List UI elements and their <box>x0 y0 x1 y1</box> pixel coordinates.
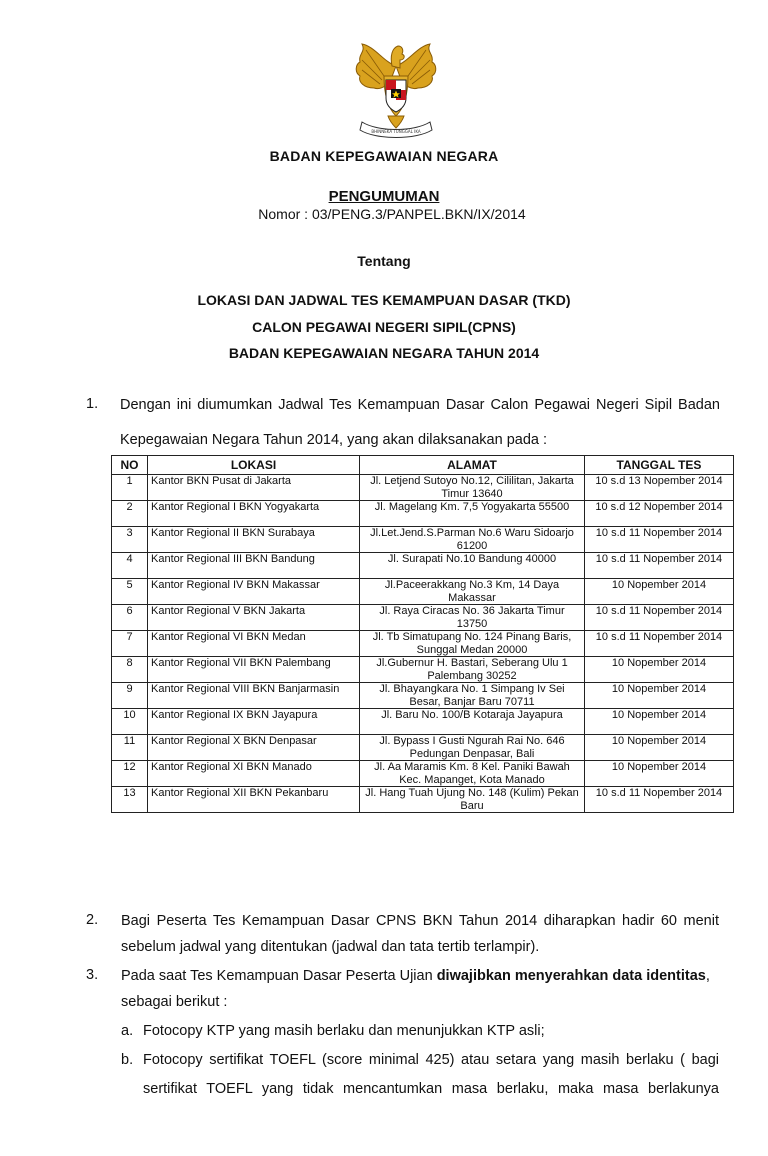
item-3-line-1-bold: diwajibkan menyerahkan data identitas <box>436 968 706 984</box>
cell-no: 6 <box>112 605 148 631</box>
cell-alamat: Jl.Gubernur H. Bastari, Seberang Ulu 1 Palembang 30252 <box>360 657 585 683</box>
item-1-line-2: Kepegawaian Negara Tahun 2014, yang akan dilaksanakan pada : <box>120 432 548 448</box>
cell-no: 5 <box>112 579 148 605</box>
cell-lokasi: Kantor Regional XII BKN Pekanbaru <box>148 787 360 813</box>
item-3-line-1-prefix: Pada saat Tes Kemampuan Dasar Peserta Ujian <box>121 968 437 984</box>
cell-lokasi: Kantor Regional VI BKN Medan <box>148 631 360 657</box>
table-header-row <box>112 456 734 475</box>
cell-alamat: Jl.Let.Jend.S.Parman No.6 Waru Sidoarjo 61200 <box>360 527 585 553</box>
cell-tanggal: 10 Nopember 2014 <box>585 735 734 761</box>
item-3-line-1-suffix: , <box>705 968 710 984</box>
cell-lokasi: Kantor Regional I BKN Yogyakarta <box>148 501 360 527</box>
cell-tanggal: 10 s.d 11 Nopember 2014 <box>585 787 734 813</box>
cell-tanggal: 10 s.d 11 Nopember 2014 <box>585 605 734 631</box>
cell-no: 4 <box>112 553 148 579</box>
agency-name: BADAN KEPEGAWAIAN NEGARA <box>269 148 499 164</box>
table-row <box>112 657 734 683</box>
subject-line-3: BADAN KEPEGAWAIAN NEGARA TAHUN 2014 <box>228 345 540 361</box>
item-2-number: 2. <box>86 912 99 928</box>
cell-alamat: Jl. Letjend Sutoyo No.12, Cililitan, Jakarta Timur 13640 <box>360 475 585 501</box>
cell-alamat: Jl. Hang Tuah Ujung No. 148 (Kulim) Pekan Baru <box>360 787 585 813</box>
table-row <box>112 735 734 761</box>
sub-b-line-2: sertifikat TOEFL yang tidak mencantumkan masa berlaku, maka masa berlakunya <box>143 1081 719 1097</box>
sub-a-text: Fotocopy KTP yang masih berlaku dan menunjukkan KTP asli; <box>143 1023 545 1039</box>
item-2-line-2: sebelum jadwal yang ditentukan (jadwal dan tata tertib terlampir). <box>121 939 540 955</box>
cell-no: 9 <box>112 683 148 709</box>
cell-tanggal: 10 s.d 13 Nopember 2014 <box>585 475 734 501</box>
header-lokasi: LOKASI <box>148 456 360 475</box>
item-3-line-1 <box>121 967 719 985</box>
cell-alamat: Jl.Paceerakkang No.3 Km, 14 Daya Makassar <box>360 579 585 605</box>
garuda-pancasila-emblem <box>344 36 448 144</box>
header-alamat: ALAMAT <box>360 456 585 475</box>
table-row <box>112 501 734 527</box>
table-row <box>112 605 734 631</box>
cell-tanggal: 10 s.d 11 Nopember 2014 <box>585 553 734 579</box>
cell-lokasi: Kantor Regional V BKN Jakarta <box>148 605 360 631</box>
cell-alamat: Jl. Tb Simatupang No. 124 Pinang Baris, Sunggal Medan 20000 <box>360 631 585 657</box>
cell-no: 1 <box>112 475 148 501</box>
cell-tanggal: 10 Nopember 2014 <box>585 683 734 709</box>
cell-lokasi: Kantor Regional X BKN Denpasar <box>148 735 360 761</box>
item-1-number: 1. <box>86 396 99 412</box>
cell-no: 8 <box>112 657 148 683</box>
cell-tanggal: 10 s.d 11 Nopember 2014 <box>585 527 734 553</box>
table-row <box>112 761 734 787</box>
cell-lokasi: Kantor BKN Pusat di Jakarta <box>148 475 360 501</box>
cell-lokasi: Kantor Regional VIII BKN Banjarmasin <box>148 683 360 709</box>
document-number: Nomor : 03/PENG.3/PANPEL.BKN/IX/2014 <box>258 206 526 222</box>
item-2-line-1: Bagi Peserta Tes Kemampuan Dasar CPNS BKN Tahun 2014 diharapkan hadir 60 menit <box>121 913 719 929</box>
item-3-number: 3. <box>86 967 99 983</box>
cell-alamat: Jl. Baru No. 100/B Kotaraja Jayapura <box>360 709 585 735</box>
cell-tanggal: 10 Nopember 2014 <box>585 657 734 683</box>
cell-tanggal: 10 Nopember 2014 <box>585 709 734 735</box>
cell-no: 10 <box>112 709 148 735</box>
cell-no: 7 <box>112 631 148 657</box>
cell-no: 2 <box>112 501 148 527</box>
cell-lokasi: Kantor Regional III BKN Bandung <box>148 553 360 579</box>
cell-lokasi: Kantor Regional VII BKN Palembang <box>148 657 360 683</box>
cell-lokasi: Kantor Regional IV BKN Makassar <box>148 579 360 605</box>
item-1-line-1: Dengan ini diumumkan Jadwal Tes Kemampuan Dasar Calon Pegawai Negeri Sipil Badan <box>120 397 720 413</box>
subject-line-2: CALON PEGAWAI NEGERI SIPIL(CPNS) <box>252 319 516 335</box>
cell-alamat: Jl. Aa Maramis Km. 8 Kel. Paniki Bawah Kec. Mapanget, Kota Manado <box>360 761 585 787</box>
document-title: PENGUMUMAN <box>328 188 440 205</box>
header-no: NO <box>112 456 148 475</box>
table-row <box>112 631 734 657</box>
table-row <box>112 527 734 553</box>
cell-no: 12 <box>112 761 148 787</box>
cell-alamat: Jl. Surapati No.10 Bandung 40000 <box>360 553 585 579</box>
table-row <box>112 553 734 579</box>
tentang-heading: Tentang <box>357 253 411 269</box>
cell-lokasi: Kantor Regional II BKN Surabaya <box>148 527 360 553</box>
table-row <box>112 709 734 735</box>
cell-lokasi: Kantor Regional XI BKN Manado <box>148 761 360 787</box>
table-row <box>112 787 734 813</box>
table-row <box>112 475 734 501</box>
table-row <box>112 683 734 709</box>
header-tanggal: TANGGAL TES <box>585 456 734 475</box>
cell-no: 3 <box>112 527 148 553</box>
cell-tanggal: 10 Nopember 2014 <box>585 761 734 787</box>
sub-b-label: b. <box>121 1052 134 1068</box>
cell-tanggal: 10 s.d 11 Nopember 2014 <box>585 631 734 657</box>
cell-lokasi: Kantor Regional IX BKN Jayapura <box>148 709 360 735</box>
cell-no: 11 <box>112 735 148 761</box>
item-3-line-2: sebagai berikut : <box>121 994 228 1010</box>
cell-no: 13 <box>112 787 148 813</box>
svg-text:BHINNEKA TUNGGAL IKA: BHINNEKA TUNGGAL IKA <box>371 129 421 134</box>
cell-tanggal: 10 s.d 12 Nopember 2014 <box>585 501 734 527</box>
subject-line-1: LOKASI DAN JADWAL TES KEMAMPUAN DASAR (TKD) <box>197 292 571 308</box>
cell-alamat: Jl. Bhayangkara No. 1 Simpang Iv Sei Besar, Banjar Baru 70711 <box>360 683 585 709</box>
sub-b-line-1: Fotocopy sertifikat TOEFL (score minimal 425) atau setara yang masih berlaku ( bagi <box>143 1052 719 1068</box>
cell-alamat: Jl. Raya Ciracas No. 36 Jakarta Timur 13750 <box>360 605 585 631</box>
schedule-table <box>111 455 734 813</box>
cell-alamat: Jl. Bypass I Gusti Ngurah Rai No. 646 Pedungan Denpasar, Bali <box>360 735 585 761</box>
cell-alamat: Jl. Magelang Km. 7,5 Yogyakarta 55500 <box>360 501 585 527</box>
table-row <box>112 579 734 605</box>
cell-tanggal: 10 Nopember 2014 <box>585 579 734 605</box>
sub-a-label: a. <box>121 1023 134 1039</box>
